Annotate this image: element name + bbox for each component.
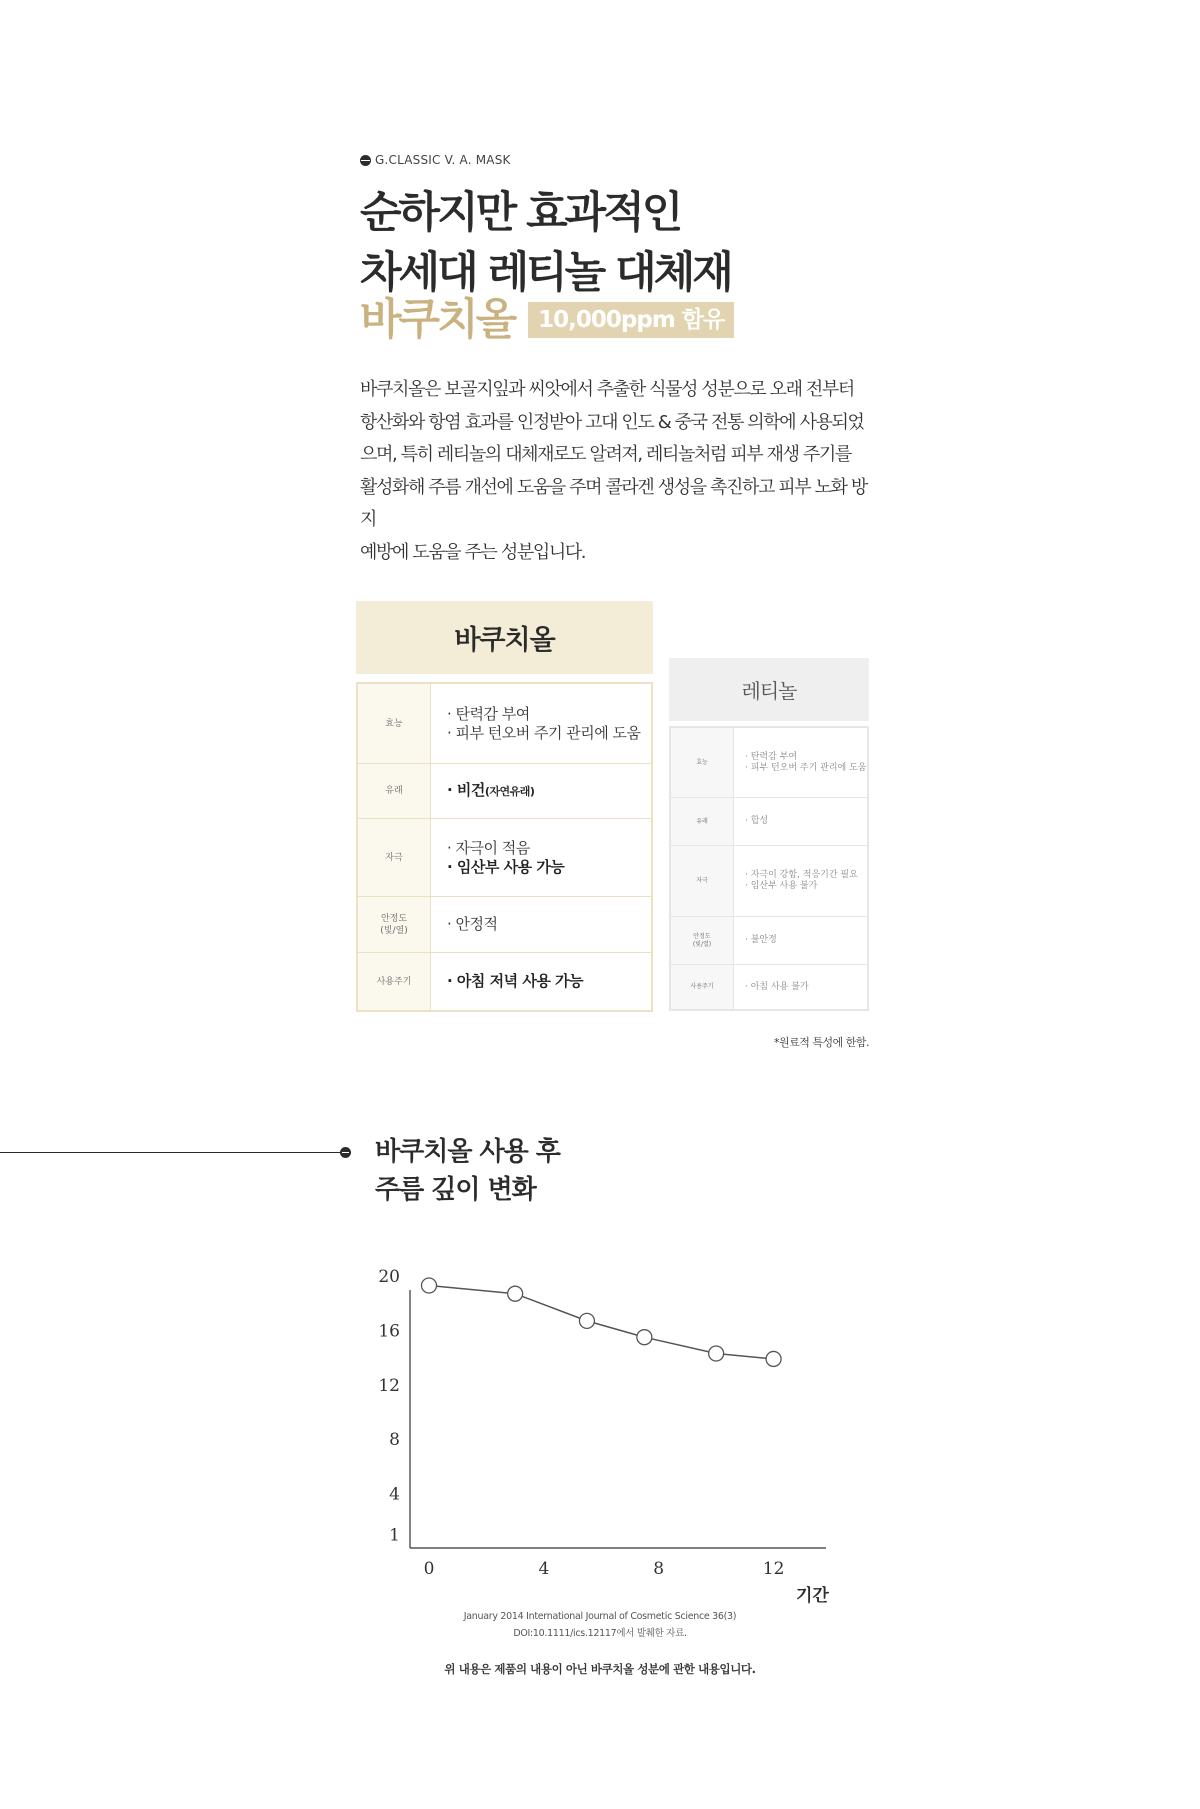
intro-line: 활성화해 주름 개선에 도움을 주며 콜라겐 생성을 촉진하고 피부 노화 방지: [360, 476, 867, 530]
value-bold: · 비건: [447, 781, 485, 799]
y-tick-label: 12: [378, 1375, 400, 1396]
intro-line: 항산화와 항염 효과를 인정받아 고대 인도 & 중국 전통 의학에 사용되었: [360, 411, 864, 433]
value-line: · 피부 턴오버 주기 관리에 도움: [447, 723, 641, 742]
x-tick-label: 12: [762, 1559, 785, 1579]
chart-series: [422, 1278, 782, 1366]
row-label: 효능: [671, 728, 734, 797]
retinol-table-header: 레티놀: [669, 658, 869, 721]
y-tick-label: 1: [389, 1525, 400, 1546]
data-point: [766, 1351, 781, 1366]
x-tick-label: 4: [538, 1559, 550, 1579]
row-label: 유래: [358, 764, 431, 818]
chart-axes: [410, 1290, 826, 1548]
row-label: 효능: [358, 684, 431, 763]
ingredient-name: 바쿠치올: [360, 295, 515, 345]
x-axis-label: 기간: [796, 1586, 829, 1606]
value-line: · 자극이 강함, 적응기간 필요: [745, 870, 858, 880]
data-point: [422, 1278, 437, 1293]
value-line: · 탄력감 부여: [745, 751, 798, 762]
value-line: · 합성: [745, 816, 769, 826]
value-line: · 안정적: [447, 915, 498, 933]
row-label: 사용주기: [671, 965, 734, 1009]
intro-line: 으며, 특히 레티놀의 대체재로도 알려져, 레티놀처럼 피부 재생 주기를: [360, 444, 851, 465]
graph-title-line-1: 바쿠치올 사용 후: [375, 1137, 560, 1167]
source-line: January 2014 International Journal of Cosmetic Science 36(3): [463, 1611, 737, 1622]
value-bold: · 임산부 사용 가능: [447, 857, 565, 876]
value-line: · 자극이 적음: [447, 838, 530, 857]
concentration-badge: 10,000ppm 함유: [528, 302, 734, 338]
row-label: 안정도 (빛/열): [671, 917, 734, 964]
intro-line: 예방에 도움을 주는 성분입니다.: [360, 541, 586, 563]
value-line: · 임산부 사용 불가: [745, 881, 818, 891]
source-line: DOI:10.1111/ics.12117에서 발췌한 자료.: [513, 1628, 687, 1639]
value-bold: · 아침 저녁 사용 가능: [447, 972, 584, 990]
x-tick-label: 0: [423, 1559, 435, 1579]
chart-tick-labels: [378, 1267, 784, 1579]
value-line: · 피부 턴오버 주기 관리에 도움: [745, 762, 867, 773]
headline-line-1: 순하지만 효과적인: [360, 188, 681, 238]
intro-line: 바쿠치올은 보골지잎과 씨앗에서 추출한 식물성 성분으로 오래 전부터: [360, 379, 854, 400]
row-label: 안정도 (빛/열): [358, 897, 431, 952]
value-line: · 불안정: [745, 935, 777, 945]
value-small: (자연유래): [484, 785, 535, 798]
row-label: 자극: [671, 846, 734, 916]
headline-line-2: 차세대 레티놀 대체재: [360, 248, 731, 298]
row-label: 사용주기: [358, 953, 431, 1010]
disclaimer-notice: 위 내용은 제품의 내용이 아닌 바쿠치올 성분에 관한 내용입니다.: [444, 1662, 756, 1676]
y-tick-label: 4: [389, 1484, 400, 1505]
data-point: [709, 1346, 724, 1361]
source-citation: [360, 1608, 840, 1642]
row-label: 유래: [671, 798, 734, 845]
graph-title-line-2: 주름 깊이 변화: [375, 1175, 536, 1205]
table-footnote: *원료적 특성에 한함.: [774, 1036, 869, 1049]
brand-text: G.CLASSIC V. A. MASK: [375, 153, 511, 167]
y-tick-label: 8: [389, 1430, 400, 1451]
y-tick-label: 20: [378, 1267, 400, 1287]
value-line: · 아침 사용 불가: [745, 981, 809, 992]
data-point: [508, 1286, 523, 1301]
data-point: [637, 1330, 652, 1345]
bakuchiol-table-header: 바쿠치올: [356, 601, 653, 674]
value-line: · 탄력감 부여: [447, 704, 530, 723]
row-label: 자극: [358, 819, 431, 896]
data-point: [579, 1313, 594, 1328]
y-tick-label: 16: [378, 1321, 400, 1342]
x-tick-label: 8: [653, 1559, 665, 1579]
